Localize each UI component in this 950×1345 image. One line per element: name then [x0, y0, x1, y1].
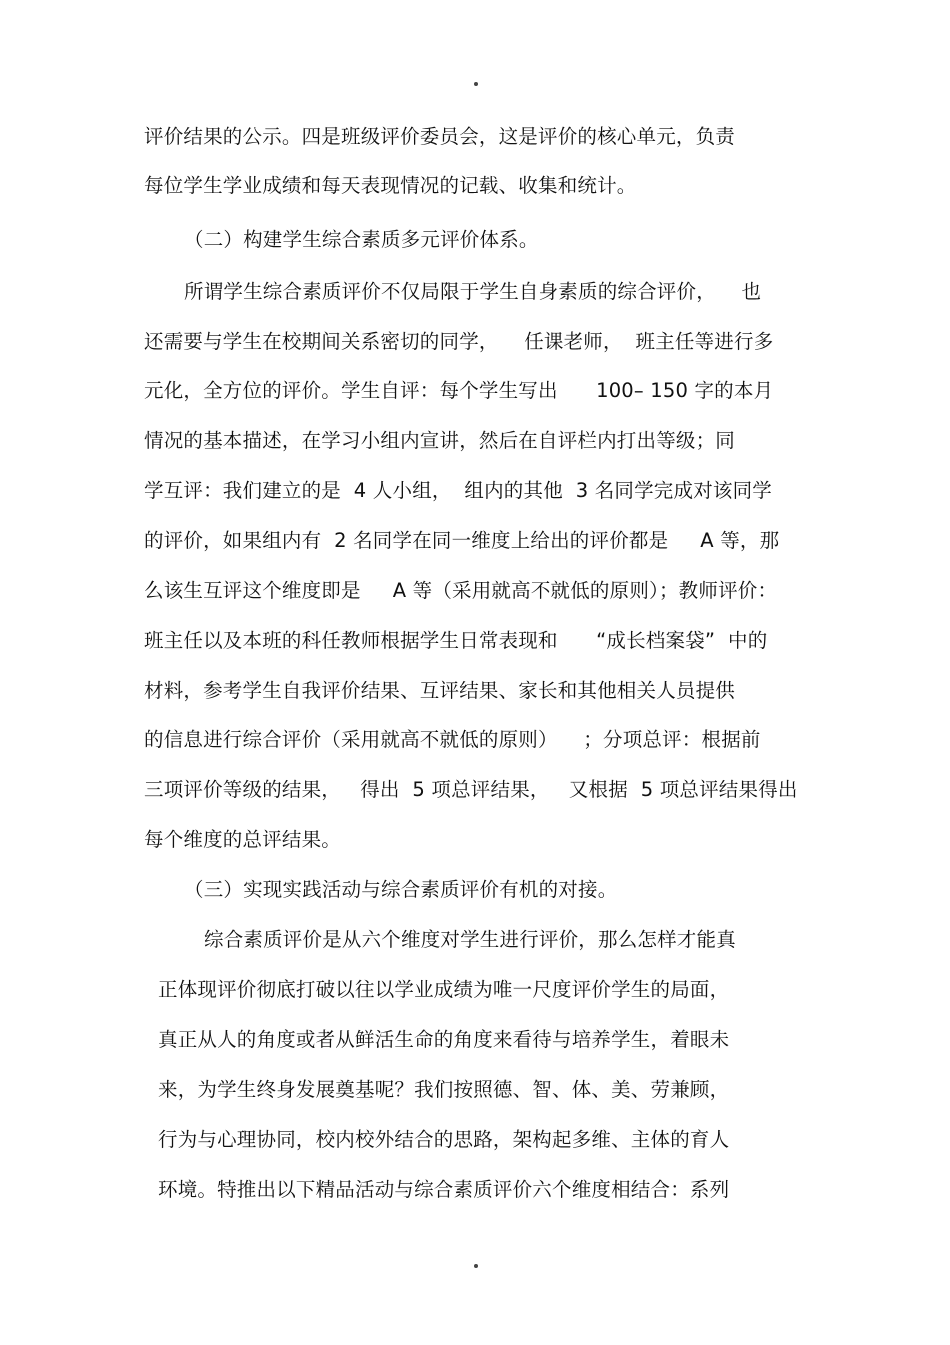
paragraph-line-15: 综合素质评价是从六个维度对学生进行评价，那么怎样才能真 — [204, 928, 736, 951]
paragraph-line-1: 评价结果的公示。四是班级评价委员会，这是评价的核心单元，负责 — [144, 125, 736, 148]
paragraph-line-14: 每个维度的总评结果。 — [144, 828, 342, 851]
paragraph-line-7: 学互评：我们建立的是 4 人小组， 组内的其他 3 名同学完成对该同学 — [144, 479, 773, 502]
paragraph-line-11: 材料，参考学生自我评价结果、互评结果、家长和其他相关人员提供 — [144, 679, 736, 702]
paragraph-line-20: 环境。特推出以下精品活动与综合素质评价六个维度相结合：系列 — [158, 1178, 730, 1201]
paragraph-line-5: 元化，全方位的评价。学生自评：每个学生写出 100– 150 字的本月 — [144, 379, 774, 402]
paragraph-line-6: 情况的基本描述，在学习小组内宣讲，然后在自评栏内打出等级；同 — [144, 429, 736, 452]
paragraph-line-12: 的信息进行综合评价（采用就高不就低的原则） ；分项总评：根据前 — [144, 728, 761, 751]
paragraph-line-16: 正体现评价彻底打破以往以学业成绩为唯一尺度评价学生的局面， — [158, 978, 730, 1001]
paragraph-line-4: 还需要与学生在校期间关系密切的同学， 任课老师， 班主任等进行多 — [144, 330, 774, 353]
paragraph-line-17: 真正从人的角度或者从鲜活生命的角度来看待与培养学生，着眼未 — [158, 1028, 730, 1051]
section-heading-3: （三）实现实践活动与综合素质评价有机的对接。 — [184, 878, 618, 901]
page-bottom-dot — [474, 1264, 478, 1268]
paragraph-line-3: 所谓学生综合素质评价不仅局限于学生自身素质的综合评价， 也 — [184, 280, 762, 303]
paragraph-line-2: 每位学生学业成绩和每天表现情况的记载、收集和统计。 — [144, 174, 637, 197]
paragraph-line-13: 三项评价等级的结果， 得出 5 项总评结果， 又根据 5 项总评结果得出 — [144, 778, 798, 801]
paragraph-line-10: 班主任以及本班的科任教师根据学生日常表现和 “成长档案袋” 中的 — [144, 629, 768, 652]
paragraph-line-18: 来，为学生终身发展奠基呢？我们按照德、智、体、美、劳兼顾， — [158, 1078, 730, 1101]
section-heading-2: （二）构建学生综合素质多元评价体系。 — [184, 228, 539, 251]
page-top-dot — [474, 82, 478, 86]
paragraph-line-19: 行为与心理协同，校内校外结合的思路，架构起多维、主体的育人 — [158, 1128, 730, 1151]
paragraph-line-8: 的评价，如果组内有 2 名同学在同一维度上给出的评价都是 A 等，那 — [144, 529, 780, 552]
paragraph-line-9: 么该生互评这个维度即是 A 等（采用就高不就低的原则）；教师评价： — [144, 579, 778, 602]
